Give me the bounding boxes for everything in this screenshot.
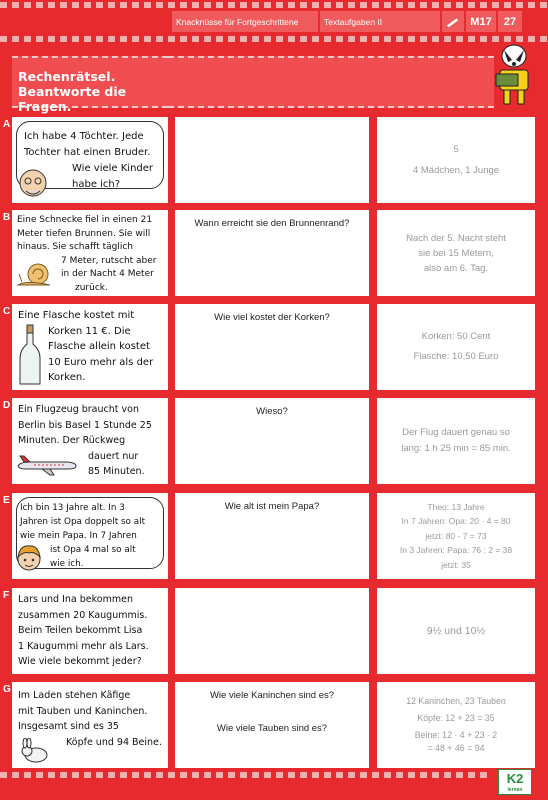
question-box [175,588,369,674]
riddle-line: 10 Euro mehr als der [48,356,154,368]
riddle-line: Wie viele bekommt jeder? [18,656,142,667]
answer-line: jetzt: 80 - 7 = 73 [425,530,487,541]
riddle-line: zusammen 20 Kaugummis. [18,609,148,621]
question-text: Wann erreicht sie den Brunnenrand? [194,218,350,229]
pencil-icon [442,11,464,32]
answer-box [377,117,535,203]
answer-line: Köpfe: 12 + 23 = 35 [417,713,495,723]
answer-line: Theo: 13 Jahre [427,501,485,512]
question-text: Wieso? [256,406,288,417]
series-label: Knacknüsse für Fortgeschrittene [172,11,318,32]
page-title [12,56,168,114]
riddle-row-f [0,588,548,674]
answer-line: Flasche: 10,50 Euro [413,351,499,362]
riddle-line: Minuten. Der Rückweg [18,435,126,446]
riddle-line: Wie viele Kinder [72,163,154,174]
riddle-line: wie mein Papa. In 7 Jahren [20,531,137,541]
answer-line: Nach der 5. Nacht steht [406,232,506,244]
answer-box [377,588,535,674]
riddle-line: mit Tauben und Kaninchen. [18,705,148,717]
riddle-box [12,117,168,203]
riddle-line: Jahren ist Opa doppelt so alt [20,517,146,527]
row-letter: D [3,400,11,411]
riddle-line: 7 Meter, rutscht aber [61,255,157,266]
row-letter: B [3,212,11,223]
answer-box [377,304,535,390]
riddle-line: dauert nur [88,450,139,462]
header-bar [172,11,534,32]
riddle-line: Ein Flugzeug braucht von [18,404,139,415]
logo-sub: lernen [507,787,523,793]
answer-line: jetzt: 35 [441,559,471,570]
riddle-line: Meter tiefen Brunnen. Sie will [17,228,151,239]
answer-line: Beine: 12 · 4 + 23 · 2 [414,730,498,740]
question-box [175,682,369,768]
riddle-box [12,398,168,484]
riddle-row-c [0,304,548,390]
riddle-row-g [0,682,548,768]
riddle-box [12,493,168,579]
title-line-1: Rechenrätsel. [18,69,116,84]
answer-line: In 3 Jahren: Papa: 76 : 2 = 38 [399,545,513,556]
answer-line: 12 Kaninchen, 23 Tauben [406,696,506,706]
riddle-line: Korken 11 €. Die [48,325,131,337]
riddle-box [12,304,168,390]
answer-line: Korken: 50 Cent [421,331,491,342]
row-letter: F [3,590,10,601]
riddle-line: habe ich? [72,179,121,190]
riddle-box [12,210,168,296]
answer-line: Der Flug dauert genau so [402,427,510,438]
riddle-row-b [0,210,548,296]
title-line-2: Beantworte die Fragen. [18,84,127,114]
worksheet-code-text: M17 [470,15,492,28]
answer-line: 9½ und 10½ [426,624,486,637]
question-text: Wie alt ist mein Papa? [224,501,320,512]
answer-line: 5 [453,144,459,155]
logo-main: K2 [506,771,524,786]
riddle-line: ist Opa 4 mal so alt [50,545,136,555]
answer-box [377,210,535,296]
riddle-line: zurück. [75,282,108,293]
row-letter: E [3,495,10,506]
film-strip-top-2 [0,36,548,42]
riddle-line: Tochter hat einen Bruder. [24,147,151,158]
riddle-line: Ich bin 13 Jahre alt. In 3 [20,503,125,513]
riddle-line: Eine Schnecke fiel in einen 21 [17,215,153,225]
question-text: Wie viel kostet der Korken? [214,312,330,323]
riddle-line: Korken. [48,372,86,383]
question-text-2: Wie viele Tauben sind es? [216,723,328,734]
riddle-line: Im Laden stehen Käfige [18,690,131,701]
riddle-row-e [0,493,548,579]
film-strip-top [0,2,548,8]
answer-line: In 7 Jahren: Opa: 20 · 4 = 80 [401,516,511,527]
question-text: Wie viele Kaninchen sind es? [209,690,335,701]
riddle-line: Beim Teilen bekommt Lisa [18,625,143,636]
riddle-line: Lars und Ina bekommen [18,594,133,605]
riddle-line: Insgesamt sind es 35 [18,721,119,732]
answer-line: 4 Mädchen, 1 Junge [412,165,500,176]
row-letter: G [3,684,11,695]
riddle-line: wie ich. [50,559,84,569]
riddle-line: Flasche allein kostet [48,341,150,352]
answer-line: lang: 1 h 25 min = 85 min. [401,443,511,454]
worksheet-code [466,11,496,32]
riddle-line: 85 Minuten. [88,466,145,477]
riddle-box [12,682,168,768]
question-box [175,493,369,579]
riddle-box [12,588,168,674]
topic-label: Textaufgaben II [320,11,440,32]
riddle-line: Ich habe 4 Töchter. Jede [24,131,144,142]
k2-logo [498,769,532,795]
riddle-line: in der Nacht 4 Meter [61,269,154,279]
answer-line: also am 6. Tag. [423,262,489,274]
riddle-line: hinaus. Sie schafft täglich [17,242,134,252]
answer-box [377,398,535,484]
riddle-line: Eine Flasche kostet mit [18,310,135,321]
answer-line: = 48 + 46 = 94 [427,743,485,753]
title-band [168,56,494,108]
answer-box [377,493,535,579]
riddle-line: 1 Kaugummi mehr als Lars. [18,640,149,652]
row-letter: C [3,306,11,317]
question-box [175,117,369,203]
riddle-row-d [0,398,548,484]
riddle-line: Köpfe und 94 Beine. [66,736,162,748]
row-letter: A [3,119,11,130]
question-box [175,398,369,484]
answer-line: sie bei 15 Metern, [418,247,494,259]
film-strip-bottom [0,772,488,778]
question-box [175,304,369,390]
riddle-line: Berlin bis Basel 1 Stunde 25 [18,419,152,431]
riddle-row-a [0,117,548,203]
badger-mascot-icon [490,42,538,108]
page-number: 27 [498,11,522,32]
answer-box [377,682,535,768]
question-box [175,210,369,296]
